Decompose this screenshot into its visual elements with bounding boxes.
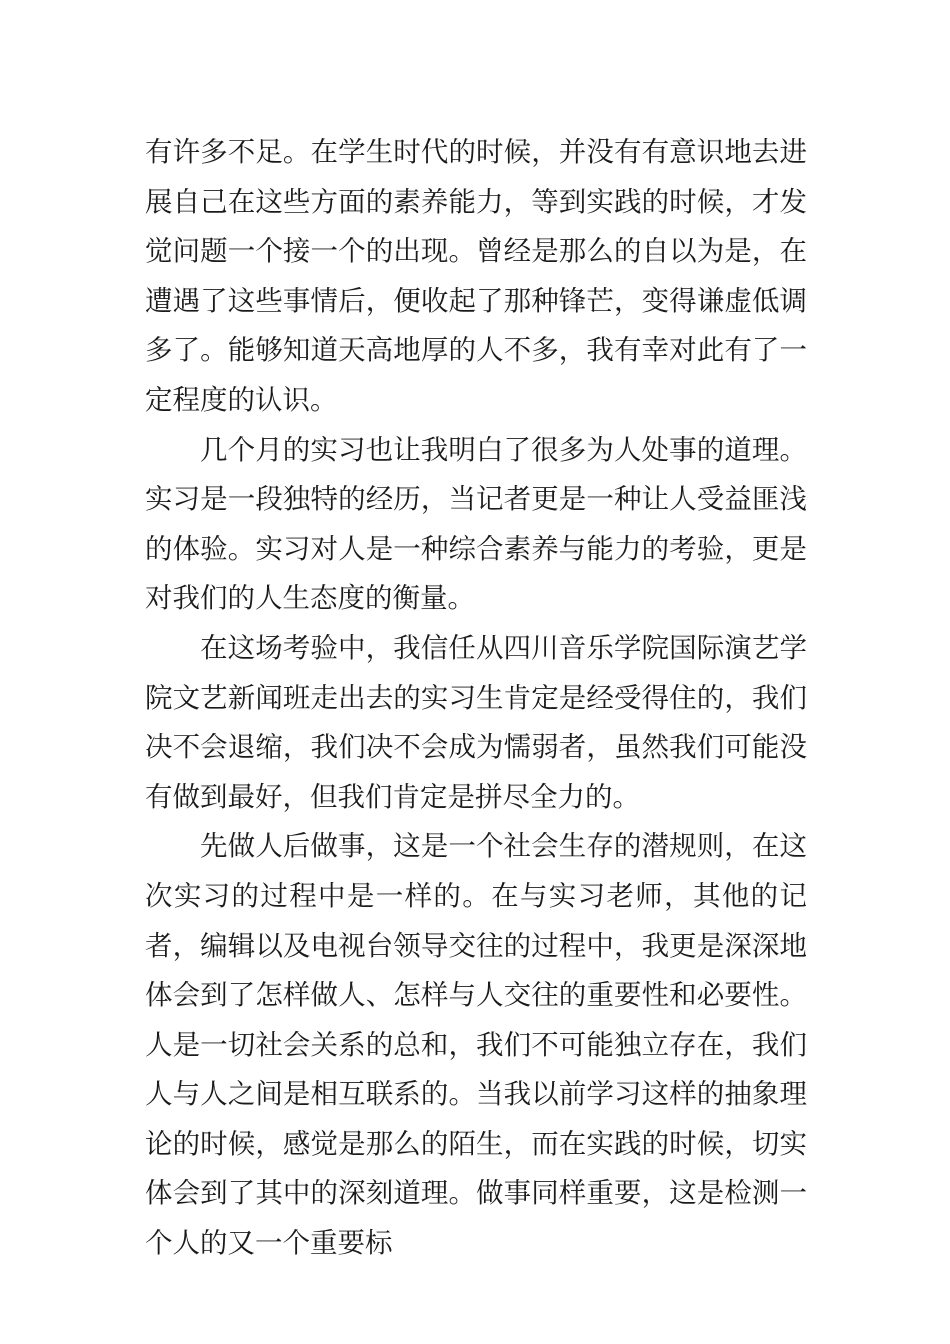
paragraph-2: 几个月的实习也让我明白了很多为人处事的道理。实习是一段独特的经历，当记者更是一种让人受益匪浅的体验。实习对人是一种综合素养与能力的考验，更是对我们的人生态度的衡量。: [145, 433, 807, 615]
paragraph-4: 先做人后做事，这是一个社会生存的潜规则，在这次实习的过程中是一样的。在与实习老师，其他的记者，编辑以及电视台领导交往的过程中，我更是深深地体会到了怎样做人、怎样与人交往的重要性和必要性。人是一切社会关系的总和，我们不可能独立存在，我们人与人之间是相互联系的。当我以前学习这样的抽象理论的时候，感觉是那么的陌生，而在实践的时候，切实体会到了其中的深刻道理。做事同样重要，这是检测一个人的又一个重要标: [145, 830, 807, 1260]
document-body: [145, 128, 807, 1269]
paragraph-1: 有许多不足。在学生时代的时候，并没有有意识地去进展自己在这些方面的素养能力，等到实践的时候，才发觉问题一个接一个的出现。曾经是那么的自以为是，在遭遇了这些事情后，便收起了那种锋芒，变得谦虚低调多了。能够知道天高地厚的人不多，我有幸对此有了一定程度的认识。: [145, 136, 807, 416]
paragraph-3: 在这场考验中，我信任从四川音乐学院国际演艺学院文艺新闻班走出去的实习生肯定是经受得住的，我们决不会退缩，我们决不会成为懦弱者，虽然我们可能没有做到最好，但我们肯定是拼尽全力的。: [145, 631, 807, 813]
